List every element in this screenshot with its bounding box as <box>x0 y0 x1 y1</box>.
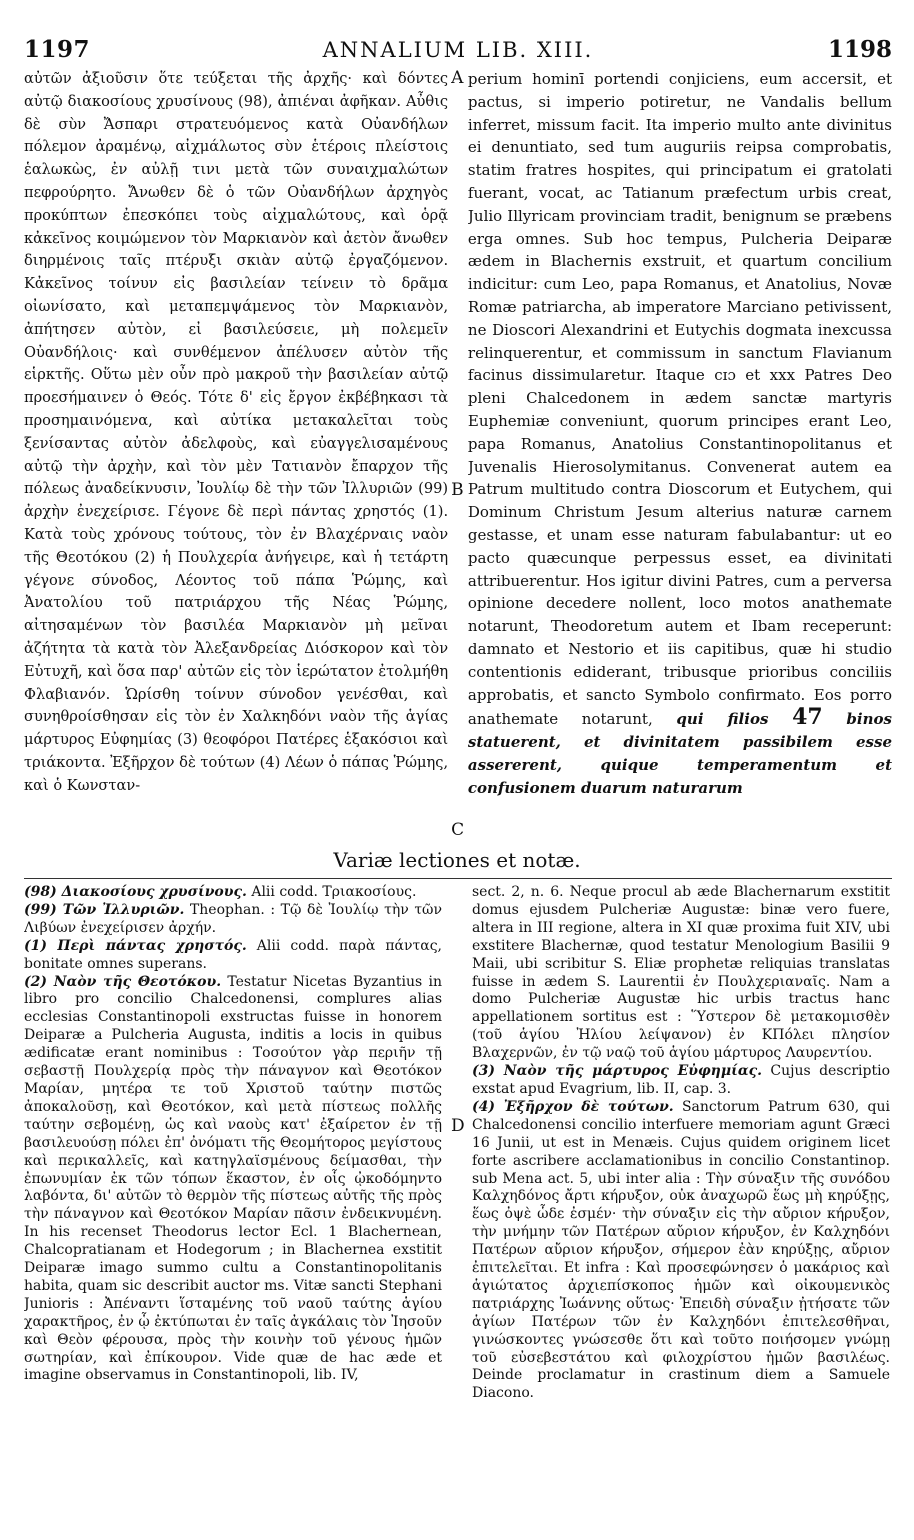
notes-margin-markers <box>442 884 472 1524</box>
marker-d: D <box>451 1116 465 1136</box>
note-body: sect. 2, n. 6. Neque procul ab æde Blachernarum exstitit domus ejusdem Pulcheriæ Augustæ: binæ vero fuere, altera in III regione, altera in XI quæ proxima fuit XIV, ubi exstitere Blachernæ, quod testatur Menologium Basilii 9 Maii, ubi scribitur S. Eliæ prophetæ reliquias translatas fuisse in ædem S. Laurentii ἐν Πουλχεριαναῖς. Nam a domo Pulcheriæ Augustæ hic urbis tractus hanc appellationem sortitus est : Ὕστερον δὲ μετακομισθὲν (τοῦ ἁγίου Ἠλίου λείψανον) ἐν ΚΠόλει πλησίον Βλαχερνῶν, ἐν τῷ ναῷ τοῦ ἁγίου μάρτυρος Λαυρεντίου. <box>472 884 890 1062</box>
latin-italic-a: qui filios <box>676 710 769 729</box>
note-head: (3) Ναὸν τῆς μάρτυρος Εὐφημίας. <box>472 1063 763 1080</box>
note <box>24 938 442 974</box>
running-title: ANNALIUM LIB. XIII. <box>322 38 594 62</box>
note-body: Testatur Nicetas Byzantius in libro pro concilio Chalcedonensi, complures alias ecclesias Constantinopoli exstructas fuisse in honorem Deiparæ a Pulcheria Augusta, inditis a locis in quibus ædificatæ erant nominibus : Τοσούτον γὰρ περιῆν τῇ σεβαστῇ Πουλχερίᾳ πρὸς τὴν πάναγνον καὶ Θεοτόκον Μαρίαν, μητέρα τε τοῦ Χριστοῦ ταύτην πιστῶς ἀποκαλοῦσῃ, καὶ Θεοτόκον, καὶ μετὰ πίστεως πολλῆς ταύτην σεβομένῃ, ὡς καὶ ναοὺς κατ' ἐξαίρετον ἐν τῇ βασιλευούσῃ πόλει ἐπ' ὀνόματι τῆς Θεομήτορος μεγίστους καὶ περικαλλεῖς, καὶ κατηγλαϊσμένους δείμασθαι, τὴν ἐπωνυμίαν ἐκ τῶν τόπων ἕκαστον, ἐν οἷς ᾠκοδόμηντο λαβόντα, δι' αὐτῶν τὸ θερμὸν τῆς πίστεως αὐτῆς τῆς πρὸς τὴν πάναγνον καὶ Θεοτόκον Μαρίαν πᾶσιν ἐνδεικνυμένη. In his recenset Theodorus lector Ecl. 1 Blachernean, Chalcopratianam et Hodegorum ; in Blachernea exstitit Deiparæ imago summo cultu a Constantinopolitanis habita, quam sic describit auctor ms. Vitæ sancti Stephani Junioris : Ἀπέναντι ἵσταμένης τοῦ ναοῦ ταύτης ἁγίου χαρακτῆρος, ἐν ᾧ ἐκτύπωται ἐν ταῖς ἀγκάλαις τὸν Ἰησοῦν καὶ Θεὸν φέρουσα, πρὸς τὴν κοινὴν τοῦ γένους ἡμῶν σωτηρίαν, καὶ ἐπίκουρον. Vide quæ de hac æde et imagine observamus in Constantinopoli, lib. IV, <box>24 973 442 1384</box>
greek-text: αὐτῶν ἀξιοῦσιν ὅτε τεύξεται τῆς ἀρχῆς· καὶ δόντες αὐτῷ διακοσίους χρυσίνους (98), ἀπιέναι ἀφῆκαν. Αὖθις δὲ σὺν Ἄσπαρι στρατευόμενος κατὰ Οὐανδήλων πόλεμον ἀραμένῳ, αἰχμάλωτος σὺν ἑτέροις πλείστοις ἑαλωκὼς, ἐν αὐλῇ τινι μετὰ τῶν συναιχμαλώτων πεφρούρητο. Ἄνωθεν δὲ ὁ τῶν Οὐανδήλων ἀρχηγὸς προκύπτων ἐπεσκόπει τοὺς αἰχμαλώτους, καὶ ὁρᾷ κἀκεῖνος κοιμώμενον τὸν Μαρκιανὸν καὶ ἀετὸν ἄνωθεν διηρμένοις ταῖς πτέρυξι σκιὰν αὐτῷ ἐργαζόμενον. Κἀκεῖνος τοίνυν εἰς βασιλείαν τείνειν τὸ δρᾶμα οἰωνίσατο, καὶ μεταπεμψάμενος τὸν Μαρκιανὸν, ἀπήτησεν αὐτὸν, εἰ βασιλεύσειε, μὴ πολεμεῖν Οὐανδήλοις· καὶ συνθέμενον ἀπέλυσεν αὐτὸν τῆς εἱρκτῆς. Οὕτω μὲν οὖν πρὸ μακροῦ τὴν βασιλείαν αὐτῷ προεσήμαινεν ὁ Θεός. Τότε δ' εἰς ἔργον ἐκβέβηκασι τὰ προσημαινόμενα, καὶ αὐτίκα μετακαλεῖται τοὺς ξενίσαντας αὐτὸν ἀδελφοὺς, καὶ εὐαγγελισαμένους αὐτῷ τὴν ἀρχὴν, καὶ τὸν μὲν Τατιανὸν ἔπαρχον τῆς πόλεως ἀναδείκνυσιν, Ἰουλίῳ δὲ τὴν τῶν Ἰλλυριῶν (99) ἀρχὴν ἐνεχείρισε. Γέγονε δὲ περὶ πάντας χρηστός (1). Κατὰ τοὺς χρόνους τούτους, τὸν ἐν Βλαχέρναις ναὸν τῆς Θεοτόκου (2) ἡ Πουλχερία ἀνήγειρε, καὶ ἡ τετάρτη γέγονε σύνοδος, Λέοντος τοῦ πάπα Ῥώμης, καὶ Ἀνατολίου τοῦ πατριάρχου τῆς Νέας Ῥώμης, αἰτησαμένων τὸν βασιλέα Μαρκιανὸν μὴ μεῖναι ἀζήτητα τὰ κατὰ τὸν Ἀλεξανδρείας Διόσκορον καὶ τὸν Εὐτυχῆ, καὶ ὅσα παρ' αὐτῶν εἰς τὸν ἱερώτατον ἐτολμήθη Φλαβιανόν. Ὡρίσθη τοίνυν σύνοδον γενέσθαι, καὶ συνηθροίσθησαν εἰς τὸν ἐν Χαλκηδόνι ναὸν τῆς ἁγίας μάρτυρος Εὐφημίας (3) θεοφόροι Πατέρες ἑξακόσιοι καὶ τριάκοντα. Ἐξῆρχον δὲ τούτων (4) Λέων ὁ πάπας Ῥώμης, καὶ ὁ Κωνσταν- <box>24 70 449 794</box>
note-head: (2) Ναὸν τῆς Θεοτόκου. <box>24 973 222 990</box>
note-head: (99) Τῶν Ἰλλυριῶν. <box>24 901 185 918</box>
note-head: (1) Περὶ πάντας χρηστός. <box>24 937 247 954</box>
note <box>24 884 442 902</box>
latin-italic-b: binos statuerent, et divinitatem passibilem esse assererent, quique temperamentum et confusionem duarum naturarum <box>467 710 892 797</box>
running-head <box>24 36 892 66</box>
notes-right-column <box>472 884 890 1524</box>
main-text <box>24 68 892 838</box>
marker-a: A <box>451 68 464 88</box>
page-number-left: 1197 <box>24 36 91 63</box>
note-body: Alii codd. Τριακοσίους. <box>246 884 417 900</box>
note-body: Theophan. : Τῷ δὲ Ἰουλίῳ τὴν τῶν Λιβύων ἐνεχείρισεν ἀρχήν. <box>24 901 442 936</box>
note <box>472 1063 890 1099</box>
note <box>472 884 890 1063</box>
notes-left-column <box>24 884 442 1524</box>
latin-paragraph <box>468 68 892 800</box>
notes <box>24 884 892 1524</box>
section-title: Variæ lectiones et notæ. <box>333 848 581 872</box>
note-body: Sanctorum Patrum 630, qui Chalcedonensi concilio interfuere memoriam agunt Græci 16 Junii, ut est in Menæis. Cujus quidem originem licet forte ascribere acclamationibus in concilio Constantinop. sub Mena act. 5, ubi inter alia : Τὴν σύναξιν τῆς συνόδου Καλχηδόνος ἄρτι κήρυξον, οὐκ ἀναχωρῶ ἕως μὴ κηρύξῃς, ἕως ὀψὲ ὧδε ἐσμέν· τὴν σύναξιν εἰς τὴν αὔριον κήρυξον, τὴν μνήμην τῶν Πατέρων αὔριον κήρυξον, ἐν Καλχηδόνι Πατέρων αὔριον κήρυξον, σήμερον ἐὰν κηρύξῃς, αὔριον ἐπιτελεῖται. Et infra : Καὶ προσεφώνησεν ὁ μακάριος καὶ ἁγιώτατος ἀρχιεπίσκοπος ἡμῶν καὶ οἰκουμενικὸς πατριάρχης Ἰωάννης οὕτως· Ἐπειδὴ σύναξιν ᾐτήσατε τῶν ἁγίων Πατέρων τῶν ἐν Καλχηδόνι ἐπιτελεσθῆναι, γινώσκοντες γνώσεσθε ὅτι καὶ τοῦτο ποιήσομεν γνώμῃ τοῦ εὐσεβεστάτου καὶ φιλοχρίστου ἡμῶν βασιλέως. Deinde proclamatur in crastinum diem a Samuele Diacono. <box>472 1098 890 1402</box>
divider <box>24 878 892 879</box>
latin-text: perium hominī portendi conjiciens, eum accersit, et pactus, si imperio potiretur, ne Vandalis bellum inferret, missum facit. Ita imperio multo ante divinitus ei denuntiato, sed tum auguriis reipsa comprobatis, statim fratres hospites, qui principatum ei gratolati fuerant, vocat, ac Tatianum præfectum urbis creat, Julio Illyricam provinciam tradit, benignum se præbens erga omnes. Sub hoc tempus, Pulcheria Deiparæ ædem in Blachernis exstruit, et quartum concilium indicitur: cum Leo, papa Romanus, et Anatolius, Novæ Romæ patriarcha, ab imperatore Marciano petivissent, ne Dioscori Alexandrini et Eutychis dogmata inexcussa relinquerentur, et commissum in sanctum Flavianum facinus dissimularetur. Itaque cɪɔ et xxx Patres Deo pleni Chalcedonem in ædem sanctæ martyris Euphemiæ conveniunt, quorum principes erant Leo, papa Romanus, Anatolius Constantinopolitanus et Juvenalis Hierosolymitanus. Convenerat autem ea Patrum multitudo contra Dioscorum et Eutychem, qui Dominum Christum Jesum alterius naturæ carnem gestasse, et unam esse naturam fabulabantur: ut eo pacto quæcunque perpessus esset, ea divinitati attribuerentur. Hos igitur divini Patres, cum a perversa opinione decedere nollent, loco motos anathemate notarunt, Theodoretum autem et Ibam receperunt: damnato et Nestorio et iis capitibus, quæ hi studio contentionis ediderant, tribusque prioribus conciliis approbatis, et sancto Symbolo confirmato. Eos porro anathemate notarunt, <box>467 70 892 729</box>
page-number-right: 1198 <box>827 36 892 63</box>
column-number: 47 <box>792 704 823 731</box>
note <box>472 1099 890 1403</box>
greek-column <box>24 68 448 838</box>
note <box>24 902 442 938</box>
note-head: (98) Διακοσίους χρυσίνους. <box>24 884 247 900</box>
latin-column <box>468 68 892 838</box>
margin-markers <box>448 68 468 838</box>
marker-b: B <box>451 480 464 500</box>
note-body: Alii codd. παρὰ πάντας, bonitate omnes superans. <box>24 937 442 972</box>
note-body: Cujus descriptio exstat apud Evagrium, lib. II, cap. 3. <box>472 1063 890 1097</box>
note <box>24 974 442 1386</box>
marker-c: C <box>451 820 465 840</box>
note-head: (4) Ἐξῆρχον δὲ τούτων. <box>472 1098 674 1115</box>
